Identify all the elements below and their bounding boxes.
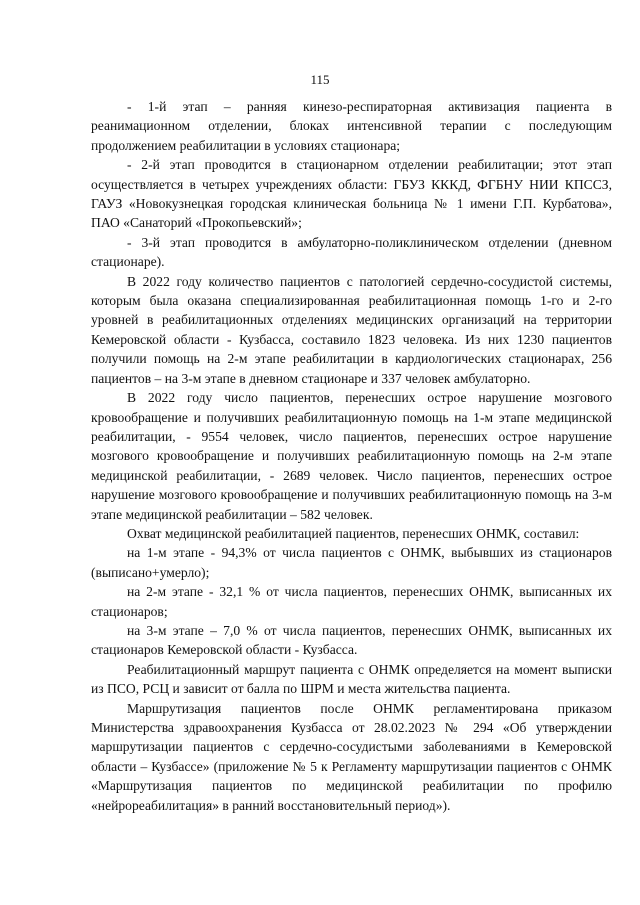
paragraph-routing-order: Маршрутизация пациентов после ОНМК регламентирована приказом Министерства здравоохранения Кузбасса от 28.02.2023 № 294 «Об утверждении маршрутизации пациентов с сердечно-сосудистыми заболеваниями в Кемеровской области – Кузбассе» (приложение № 5 к Регламенту маршрутизации пациентов с ОНМК «Маршрутизация пациентов по медицинской реабилитации по профилю «нейрореабилитация» в ранний восстановительный период»). [91, 700, 612, 813]
paragraph-stage-2: - 2-й этап проводится в стационарном отделении реабилитации; этот этап осуществляется в четырех учреждениях области: ГБУЗ КККД, ФГБНУ НИИ КПССЗ, ГАУЗ «Новокузнецкая городская клиническая больница № 1 имени Г.П. Курбатова», ПАО «Санаторий «Прокопьевский»; [91, 157, 612, 231]
paragraph-stage-3: - 3-й этап проводится в амбулаторно-поликлиническом отделении (дневном стационаре). [91, 234, 612, 270]
document-body [91, 97, 612, 815]
paragraph-stroke-2022: В 2022 году число пациентов, перенесших острое нарушение мозгового кровообращение и получивших реабилитационную помощь на 1-м этапе медицинской реабилитации, - 9554 человек, число пациентов, перенесших острое нарушение мозгового кровообращение и получивших реабилитационную помощь на 2-м этапе медицинской реабилитации, - 2689 человек. Число пациентов, перенесших острое нарушение мозгового кровообращение и получивших реабилитационную помощь на 3-м этапе медицинской реабилитации – 582 человек. [91, 390, 612, 522]
paragraph-coverage-intro: Охват медицинской реабилитацией пациентов, перенесших ОНМК, составил: [127, 525, 580, 541]
paragraph-cardio-2022: В 2022 году количество пациентов с патологией сердечно-сосудистой системы, которым была оказана специализированная реабилитационная помощь 1-го и 2-го уровней в реабилитационных отделениях медицинских организаций на территории Кемеровской области - Кузбасса, составило 1823 человека. Из них 1230 пациентов получили помощь на 2-м этапе реабилитации в кардиологических стационарах, 256 пациентов – на 3-м этапе в дневном стационаре и 337 человек амбулаторно. [91, 273, 612, 386]
paragraph-coverage-stage-2: на 2-м этапе - 32,1 % от числа пациентов, перенесших ОНМК, выписанных их стационаров; [91, 584, 612, 619]
paragraph-coverage-stage-1: на 1-м этапе - 94,3% от числа пациентов с ОНМК, выбывших из стационаров (выписано+умерло); [91, 545, 612, 580]
page-number: 115 [310, 72, 330, 87]
paragraph-rehab-route: Реабилитационный маршрут пациента с ОНМК определяется на момент выписки из ПСО, РСЦ и зависит от балла по ШРМ и места жительства пациента. [91, 661, 612, 697]
paragraph-stage-1: - 1-й этап – ранняя кинезо-респираторная активизация пациента в реанимационном отделении, блоках интенсивной терапии с последующим продолжением реабилитации в условиях стационара; [91, 99, 612, 153]
paragraph-coverage-stage-3: на 3-м этапе – 7,0 % от числа пациентов, перенесших ОНМК, выписанных их стационаров Кемеровской области - Кузбасса. [91, 622, 612, 658]
